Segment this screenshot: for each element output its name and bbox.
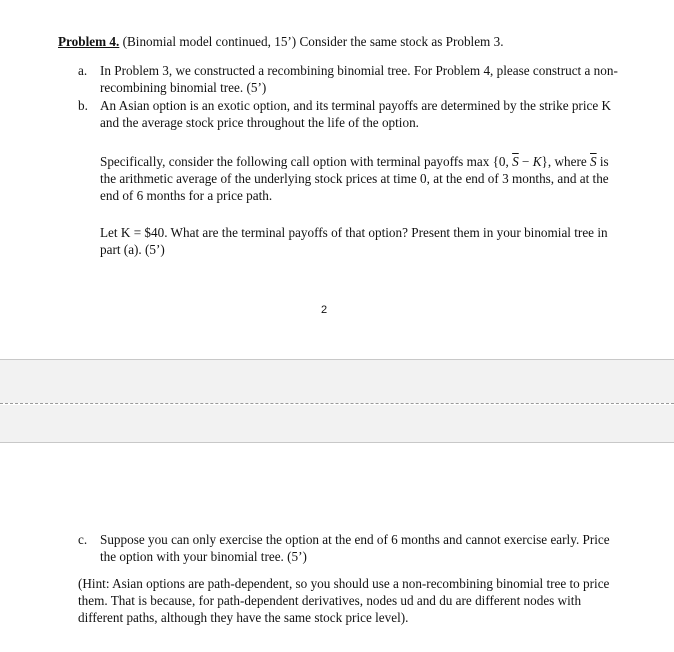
hint-paragraph: (Hint: Asian options are path-dependent, so you should use a non-recombining binomial tree to price them. That is because, for path-dependent derivatives, nodes ud and du are different nodes with different paths, although they have the same stock price level). <box>78 576 610 625</box>
page-break-divider <box>0 403 674 404</box>
part-c-marker: c. <box>78 532 88 547</box>
part-b-marker: b. <box>78 98 88 113</box>
part-a <box>78 62 618 96</box>
minus-sign: − <box>518 154 533 169</box>
part-c-text: Suppose you can only exercise the option at the end of 6 months and cannot exercise early. Price the option with your binomial tree. (5’) <box>100 532 610 564</box>
part-b-text: An Asian option is an exotic option, and its terminal payoffs are determined by the strike price K and the average stock price throughout the life of the option. <box>100 98 612 130</box>
page-number: 2 <box>321 304 328 316</box>
part-b-definition <box>100 153 620 204</box>
problem-intro: (Binomial model continued, 15’) Consider the same stock as Problem 3. <box>122 34 504 49</box>
problem-heading <box>58 33 504 50</box>
page-gap-bottom <box>0 405 674 443</box>
average-symbol: $\overline{S}$ <box>512 154 519 169</box>
definition-rest: is the arithmetic average of the underlying stock prices at time 0, at the end of 3 months, and at the end of 6 months for a price path. <box>100 154 609 203</box>
part-a-marker: a. <box>78 63 88 78</box>
where-word: where <box>554 154 587 169</box>
page-gap-top <box>0 359 674 403</box>
payoff-close: }, <box>541 154 552 169</box>
average-symbol-2: $\overline{S}$ <box>590 154 597 169</box>
part-a-text: In Problem 3, we constructed a recombining binomial tree. For Problem 4, please construct a non-recombining binomial tree. (5’) <box>100 63 618 95</box>
part-c <box>78 531 618 565</box>
strike-symbol: K <box>532 154 542 169</box>
part-b-question: Let K = $40. What are the terminal payoffs of that option? Present them in your binomial tree in part (a). (5’) <box>100 225 608 257</box>
part-b <box>78 97 618 131</box>
payoff-prefix: Specifically, consider the following call option with terminal payoffs max {0, <box>100 154 509 169</box>
problem-label: Problem 4. <box>58 34 120 49</box>
